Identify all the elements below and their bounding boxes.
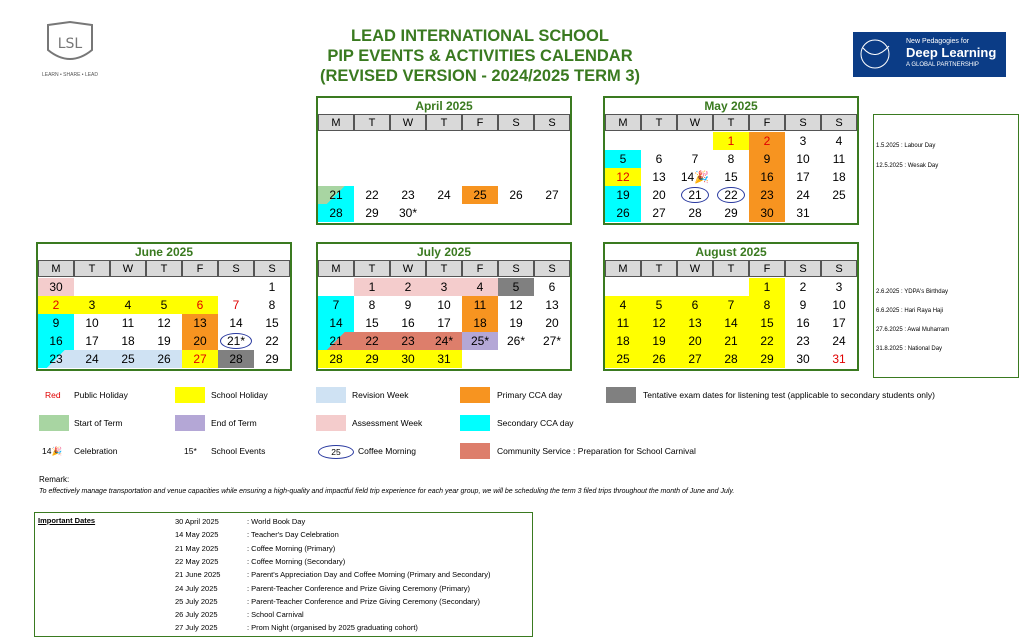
day-cell: 4 — [110, 296, 146, 314]
weekday-header: M — [605, 260, 641, 277]
day-cell: 22 — [265, 334, 279, 348]
svg-text:LSL: LSL — [57, 36, 83, 52]
weekday-header: M — [318, 114, 354, 131]
day-cell: 24 — [74, 350, 110, 368]
day-cell: 8 — [268, 298, 276, 312]
day-cell: 2 — [749, 132, 785, 150]
day-cell — [534, 150, 570, 168]
weekday-header: S — [534, 260, 570, 277]
day-cell: 24* — [426, 332, 462, 350]
event: : Coffee Morning (Secondary) — [247, 556, 346, 566]
day-cell: 14 — [318, 314, 354, 332]
day-cell: 1 — [268, 280, 276, 294]
day-cell — [318, 150, 354, 168]
day-cell: 6 — [677, 296, 713, 314]
day-cell — [110, 278, 146, 296]
day-cell: 28 — [688, 206, 702, 220]
weekday-header: S — [498, 114, 534, 131]
day-cell — [534, 204, 570, 222]
day-cell: 20 — [652, 188, 666, 202]
day-cell: 1 — [354, 278, 390, 296]
weekday-header: T — [713, 260, 749, 277]
day-cell: 28 — [713, 350, 749, 368]
day-cell — [821, 204, 857, 222]
day-cell: 25 — [832, 188, 846, 202]
day-cell — [426, 204, 462, 222]
day-cell: 19 — [157, 334, 171, 348]
date: 22 May 2025 — [175, 556, 219, 566]
day-cell — [534, 350, 570, 368]
day-cell: 7 — [318, 296, 354, 314]
weekday-header: F — [182, 260, 218, 277]
day-cell: 2 — [38, 296, 74, 314]
day-cell: 5 — [641, 296, 677, 314]
day-cell: 29 — [365, 206, 379, 220]
day-cell: 11 — [605, 314, 641, 332]
calendar-month — [603, 242, 859, 371]
day-cell: 8 — [727, 152, 735, 166]
day-cell: 14🎉 — [680, 170, 710, 184]
day-cell: 28 — [318, 204, 354, 222]
day-cell: 3 — [835, 280, 843, 294]
day-cell: 17 — [85, 334, 99, 348]
day-cell — [605, 278, 641, 296]
day-cell: 22 — [365, 188, 379, 202]
weekday-header: T — [641, 260, 677, 277]
date: 30 April 2025 — [175, 517, 219, 526]
day-cell: 11 — [832, 152, 846, 166]
day-cell: 13 — [677, 314, 713, 332]
day-cell: 19 — [509, 316, 523, 330]
event: : Parent-Teacher Conference and Prize Giving Ceremony (Primary) — [247, 583, 471, 593]
calendar-month — [316, 96, 572, 225]
day-cell: 17 — [796, 170, 810, 184]
weekday-header: F — [462, 114, 498, 131]
day-cell: 6 — [182, 296, 218, 314]
day-cell: 27 — [182, 350, 218, 368]
day-cell: 21 — [713, 332, 749, 350]
day-cell: 30 — [749, 204, 785, 222]
calendar-month — [603, 96, 859, 225]
day-cell: 12 — [509, 298, 523, 312]
day-cell — [605, 132, 641, 150]
event: : School Carnival — [247, 610, 304, 620]
day-cell: 31 — [832, 352, 846, 366]
weekday-header: S — [218, 260, 254, 277]
day-cell: 28 — [218, 350, 254, 368]
day-cell: 22 — [354, 332, 390, 350]
day-cell: 25 — [110, 350, 146, 368]
day-cell: 11 — [462, 296, 498, 314]
day-cell — [74, 278, 110, 296]
day-cell: 7 — [691, 152, 699, 166]
day-cell — [218, 278, 254, 296]
day-cell: 21 — [318, 186, 354, 204]
day-cell: 20 — [545, 316, 559, 330]
day-cell: 7 — [232, 298, 240, 312]
day-cell: 23 — [796, 334, 810, 348]
day-cell: 9 — [404, 298, 412, 312]
day-cell — [462, 150, 498, 168]
weekday-header: S — [785, 260, 821, 277]
date: 24 July 2025 — [175, 583, 218, 593]
weekday-header: M — [318, 260, 354, 277]
day-cell: 2 — [390, 278, 426, 296]
logo-tagline: LEARN • SHARE • LEAD — [41, 72, 99, 78]
day-cell: 4 — [605, 296, 641, 314]
weekday-header: T — [146, 260, 182, 277]
public-holiday-notes: 1.5.2025 : Labour Day 12.5.2025 : Wesak Day 2.6.2025 : YDPA's Birthday 6.6.2025 : Hari Raya Haji 27.6.2025 : Awal Muharram 31.8.2025 : National Day — [873, 114, 1019, 378]
day-cell: 15 — [365, 316, 379, 330]
day-cell: 15 — [749, 314, 785, 332]
day-cell: 8 — [368, 298, 376, 312]
day-cell: 8 — [749, 296, 785, 314]
day-cell: 16 — [796, 316, 810, 330]
day-cell: 12 — [605, 168, 641, 186]
day-cell — [498, 350, 534, 368]
day-cell: 13 — [182, 314, 218, 332]
date: 14 May 2025 — [175, 530, 219, 540]
day-cell: 14 — [713, 314, 749, 332]
day-cell: 22 — [749, 332, 785, 350]
day-cell: 15 — [724, 170, 738, 184]
day-cell: 12 — [157, 316, 171, 330]
day-cell — [677, 278, 713, 296]
date: 21 May 2025 — [175, 543, 219, 553]
event: : Prom Night (organised by 2025 graduating cohort) — [247, 623, 418, 633]
day-cell — [426, 150, 462, 168]
day-cell: 10 — [437, 298, 451, 312]
day-cell: 26 — [641, 350, 677, 368]
day-cell: 4 — [835, 134, 843, 148]
day-cell — [462, 168, 498, 186]
day-cell — [426, 168, 462, 186]
weekday-header: W — [390, 260, 426, 277]
day-cell: 18 — [605, 332, 641, 350]
day-cell: 20 — [677, 332, 713, 350]
day-cell: 28 — [318, 350, 354, 368]
day-cell: 23 — [401, 188, 415, 202]
day-cell: 30 — [390, 350, 426, 368]
weekday-header: M — [38, 260, 74, 277]
event: : Parent-Teacher Conference and Prize Giving Ceremony (Secondary) — [247, 596, 481, 606]
day-cell — [713, 278, 749, 296]
weekday-header: T — [74, 260, 110, 277]
day-cell: 10 — [85, 316, 99, 330]
day-cell: 30 — [38, 278, 74, 296]
day-cell — [498, 168, 534, 186]
day-cell: 26 — [605, 204, 641, 222]
weekday-header: S — [498, 260, 534, 277]
day-cell — [146, 278, 182, 296]
day-cell — [462, 350, 498, 368]
day-cell — [318, 168, 354, 186]
day-cell: 3 — [426, 278, 462, 296]
day-cell: 29 — [354, 350, 390, 368]
day-cell: 27 — [652, 206, 666, 220]
day-cell: 26 — [146, 350, 182, 368]
day-cell — [390, 168, 426, 186]
weekday-header: T — [354, 260, 390, 277]
day-cell: 13 — [545, 298, 559, 312]
day-cell: 1 — [713, 132, 749, 150]
day-cell: 3 — [799, 134, 807, 148]
day-cell: 15 — [265, 316, 279, 330]
day-cell: 26 — [509, 188, 523, 202]
day-cell: 5 — [498, 278, 534, 296]
weekday-header: F — [749, 260, 785, 277]
event: : World Book Day — [247, 517, 306, 526]
important-dates: Important Dates 30 April 2025 : World Book Day 14 May 2025 : Teacher's Day Celebration 21 May 2025 : Coffee Morning (Primary) 22 May 2025 : Coffee Morning (Secondary) 21 June 2025 : Parent's Appreciation Day and Coffee Morning (Primary and Secondary) 24 July 2025 : Parent-Teacher Conference and Prize Giving Ceremony (Primary) 25 July 2025 : Parent-Teacher Conference and Prize Giving Ceremony (Secondary) 26 July 2025 : School Carnival 27 July 2025 : Prom Night (organised by 2025 graduating cohort) — [34, 512, 533, 637]
day-cell — [641, 132, 677, 150]
day-cell: 14 — [229, 316, 243, 330]
weekday-header: S — [254, 260, 290, 277]
day-cell — [390, 150, 426, 168]
weekday-header: W — [390, 114, 426, 131]
month-title: June 2025 — [134, 245, 194, 259]
day-cell: 19 — [605, 186, 641, 204]
day-cell — [354, 168, 390, 186]
day-cell: 18 — [462, 314, 498, 332]
day-cell: 24 — [796, 188, 810, 202]
day-cell: 18 — [121, 334, 135, 348]
day-cell: 20 — [182, 332, 218, 350]
npdl-logo: New Pedagogies for Deep Learning A GLOBAL PARTNERSHIP — [853, 32, 1006, 77]
day-cell: 4 — [462, 278, 498, 296]
day-cell: 21* — [218, 332, 254, 350]
month-title: July 2025 — [416, 245, 472, 259]
day-cell: 30* — [398, 206, 418, 220]
weekday-header: T — [641, 114, 677, 131]
date: 21 June 2025 — [175, 570, 221, 580]
day-cell: 5 — [605, 150, 641, 168]
day-cell: 26* — [506, 334, 526, 348]
day-cell: 6 — [655, 152, 663, 166]
month-title: August 2025 — [695, 245, 767, 259]
day-cell: 23 — [749, 186, 785, 204]
weekday-header: F — [462, 260, 498, 277]
globe-icon — [853, 32, 898, 77]
day-cell: 10 — [832, 298, 846, 312]
weekday-header: T — [713, 114, 749, 131]
page-title: LEAD INTERNATIONAL SCHOOL PIP EVENTS & ACTIVITIES CALENDAR (REVISED VERSION - 2024/2025 TERM 3) — [319, 27, 641, 85]
day-cell: 25 — [605, 350, 641, 368]
weekday-header: S — [821, 114, 857, 131]
weekday-header: W — [677, 114, 713, 131]
day-cell: 25 — [462, 186, 498, 204]
weekday-header: W — [110, 260, 146, 277]
day-cell: 13 — [652, 170, 666, 184]
day-cell: 9 — [38, 314, 74, 332]
date: 26 July 2025 — [175, 610, 218, 620]
date: 25 July 2025 — [175, 596, 218, 606]
day-cell — [354, 150, 390, 168]
day-cell: 21 — [318, 332, 354, 350]
month-title: April 2025 — [415, 99, 473, 113]
weekday-header: T — [426, 114, 462, 131]
day-cell: 2 — [799, 280, 807, 294]
day-cell: 16 — [749, 168, 785, 186]
day-cell — [498, 150, 534, 168]
day-cell: 27 — [677, 350, 713, 368]
day-cell: 31 — [426, 350, 462, 368]
event: : Teacher's Day Celebration — [247, 530, 339, 540]
day-cell: 21 — [677, 186, 713, 204]
day-cell: 11 — [121, 316, 135, 330]
day-cell: 29 — [724, 206, 738, 220]
calendar-month — [316, 242, 572, 371]
day-cell: 31 — [796, 206, 810, 220]
day-cell: 25* — [462, 332, 498, 350]
day-cell: 29 — [749, 350, 785, 368]
day-cell: 30 — [796, 352, 810, 366]
weekday-header: S — [821, 260, 857, 277]
date: 27 July 2025 — [175, 623, 218, 633]
day-cell: 18 — [832, 170, 846, 184]
weekday-header: S — [534, 114, 570, 131]
day-cell: 24 — [437, 188, 451, 202]
day-cell: 17 — [437, 316, 451, 330]
day-cell: 23 — [390, 332, 426, 350]
day-cell: 10 — [796, 152, 810, 166]
day-cell — [677, 132, 713, 150]
day-cell: 3 — [74, 296, 110, 314]
day-cell — [318, 278, 354, 296]
weekday-header: T — [426, 260, 462, 277]
day-cell: 16 — [401, 316, 415, 330]
day-cell: 29 — [265, 352, 279, 366]
remark-label: Remark: — [39, 475, 70, 484]
event: : Parent's Appreciation Day and Coffee Morning (Primary and Secondary) — [247, 570, 491, 580]
weekday-header: W — [677, 260, 713, 277]
day-cell: 7 — [713, 296, 749, 314]
day-cell: 22 — [713, 186, 749, 204]
day-cell: 9 — [749, 150, 785, 168]
day-cell — [641, 278, 677, 296]
day-cell — [534, 168, 570, 186]
day-cell: 5 — [146, 296, 182, 314]
day-cell — [498, 204, 534, 222]
remark-text: To effectively manage transportation and venue capacities while ensuring a high-quality and impactful field trip experience for each year group, we will be scheduling the term 3 filed trips throughout the month of June and July. — [39, 488, 735, 495]
day-cell: 27 — [545, 188, 559, 202]
weekday-header: T — [354, 114, 390, 131]
day-cell: 16 — [38, 332, 74, 350]
day-cell: 27* — [542, 334, 562, 348]
day-cell: 17 — [832, 316, 846, 330]
day-cell: 6 — [548, 280, 556, 294]
day-cell — [182, 278, 218, 296]
month-title: May 2025 — [704, 99, 758, 113]
day-cell: 23 — [38, 350, 74, 368]
day-cell — [462, 204, 498, 222]
event: : Coffee Morning (Primary) — [247, 543, 336, 553]
day-cell: 12 — [641, 314, 677, 332]
day-cell: 19 — [641, 332, 677, 350]
day-cell: 24 — [832, 334, 846, 348]
weekday-header: S — [785, 114, 821, 131]
weekday-header: F — [749, 114, 785, 131]
day-cell: 9 — [799, 298, 807, 312]
day-cell: 1 — [749, 278, 785, 296]
weekday-header: M — [605, 114, 641, 131]
calendar-month — [36, 242, 292, 371]
